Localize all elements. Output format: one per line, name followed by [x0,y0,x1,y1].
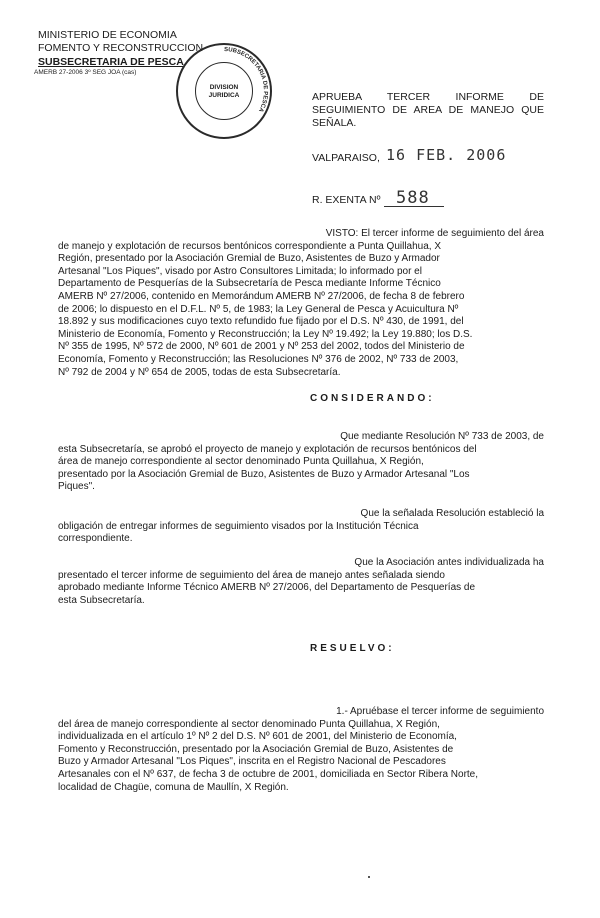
considerando-heading: CONSIDERANDO: [310,393,435,404]
exenta-number: 588 [396,188,430,208]
ministry-line-2: FOMENTO Y RECONSTRUCCION [38,42,204,54]
scan-speck [368,876,370,878]
visto-paragraph: VISTO: El tercer informe de seguimiento del área de manejo y explotación de recursos bentónicos correspondiente a Punta Quillahua, X Región, presentado por la Asociación Gremial de Buzo, Asistentes de Buzo y Armador Artesanal "Los Piques", visado por Astro Consultores Limitada; lo informado por el Departamento de Pesquerías de la Subsecretaría de Pesca mediante Informe Técnico AMERB Nº 27/2006, contenido en Memorándum AMERB Nº 27/2006, de fecha 8 de febrero de 2006; lo dispuesto en el D.F.L. Nº 5, de 1983; la Ley General de Pesca y Acuicultura Nº 18.892 y sus modificaciones cuyo texto refundido fue fijado por el D.S. Nº 430, de 1991, del Ministerio de Economía, Fomento y Reconstrucción; la Ley Nº 19.492; la Ley 19.880; los D.S. Nº 355 de 1995, Nº 572 de 2000, Nº 601 de 2001 y Nº 253 del 2002, todos del Ministerio de Economía, Fomento y Reconstrucción; las Resoluciones Nº 376 de 2002, Nº 733 de 2003, Nº 792 de 2004 y Nº 654 de 2005, todas de esta Subsecretaría. [58,228,544,378]
resuelvo-heading: RESUELVO: [310,643,395,654]
exenta-label: R. EXENTA Nº [312,194,381,206]
resuelvo-paragraph-1: 1.- Apruébase el tercer informe de seguimiento del área de manejo correspondiente al sector denominado Punta Quillahua, X Región, individualizada en el artículo 1º Nº 2 del D.S. Nº 601 de 2001, del Ministerio de Economía, Fomento y Reconstrucción, presentado por la Asociación Gremial de Buzo, Asistentes de Buzo y Armador Artesanal "Los Piques", inscrita en el Registro Nacional de Pescadores Artesanales con el Nº 637, de fecha 3 de octubre de 2001, domiciliada en Sector Ribera Norte, localidad de Chagüe, comuna de Maullín, X Región. [58,706,544,793]
document-title: APRUEBA TERCER INFORME DE SEGUIMIENTO DE AREA DE MANEJO QUE SEÑALA. [312,91,544,129]
ministry-line: MINISTERIO DE ECONOMIA [38,29,177,41]
considerando-paragraph-2: Que la señalada Resolución estableció la obligación de entregar informes de seguimiento visados por la Institución Técnica correspondiente. [58,508,544,545]
place-label: VALPARAISO, [312,152,380,164]
considerando-paragraph-1: Que mediante Resolución Nº 733 de 2003, de esta Subsecretaría, se aprobó el proyecto de manejo y explotación de recursos bentónicos del área de manejo correspondiente al sector denominado Punta Quillahua, X Región, presentado por la Asociación Gremial de Buzo, Asistentes de Buzo y Armador Artesanal "Los Piques". [58,431,544,493]
svg-text:SUBSECRETARIA DE PESCA: SUBSECRETARIA DE PESCA [223,46,269,113]
date-stamp: 16 FEB. 2006 [386,146,507,164]
considerando-paragraph-3: Que la Asociación antes individualizada ha presentado el tercer informe de seguimiento del área de manejo antes señalada siendo aprobado mediante Informe Técnico AMERB Nº 27/2006, del Departamento de Pesquerías de esta Subsecretaría. [58,557,544,606]
stamp-division-label: DIVISION JURIDICA [208,84,240,99]
subsecretaria-line: SUBSECRETARIA DE PESCA [38,56,184,68]
document-reference: AMERB 27-2006 3º SEG JOA (cas) [34,69,137,76]
